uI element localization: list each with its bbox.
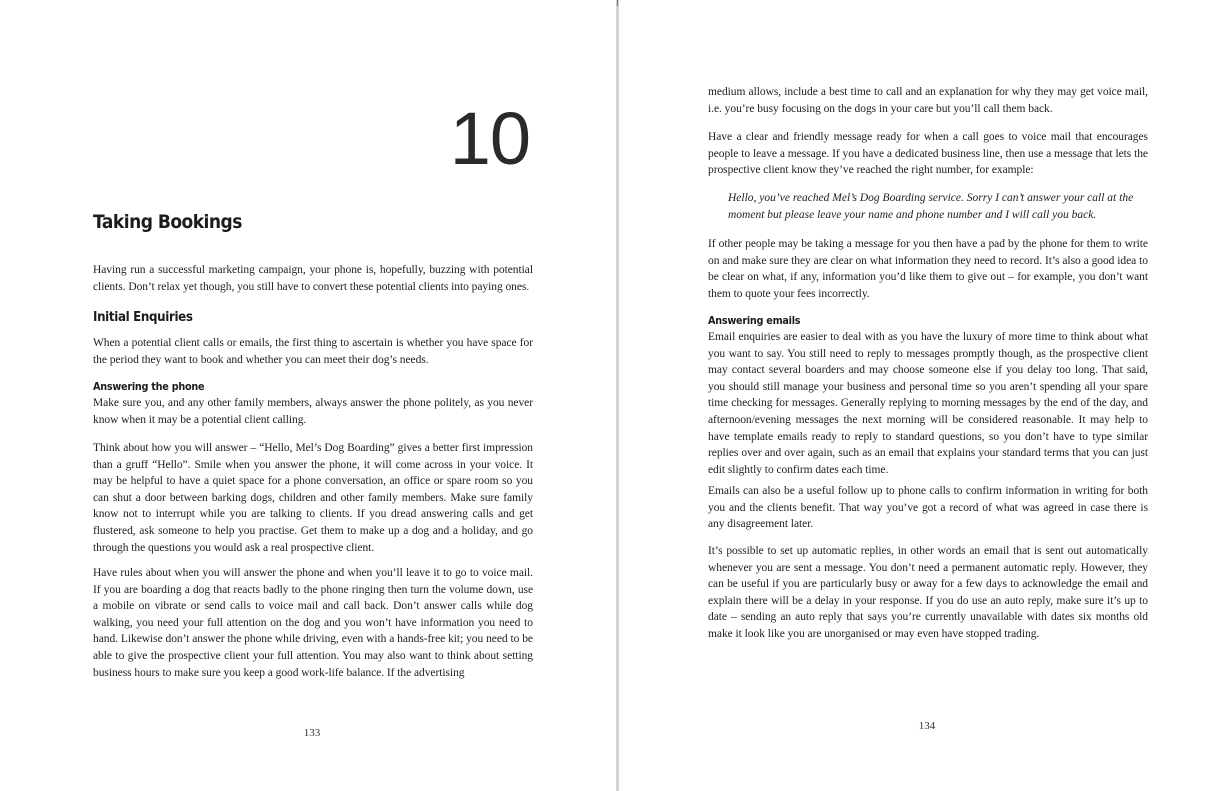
emails-paragraph-1: Email enquiries are easier to deal with as you have the luxury of more time to think about what you want to say. You still need to reply to messages promptly though, as the prospective client may contact several boarders and may choose someone else if you delay too long. That said, you should still manage your business and personal time so you aren’t spending all your spare time checking for messages. Generally replying to morning messages by the end of the day, and afternoon/evening messages the next morning will be considered reasonable. It may help to have template emails ready to reply to standard questions, so you don’t have to type similar replies over and over again, such as an email that explains your standard terms that you can just edit slightly to confirm dates each time. — [708, 331, 1148, 476]
message-taking-paragraph: If other people may be taking a message for you then have a pad by the phone for them to write on and make sure they are clear on what information they need to record. It’s also a good idea to be clear on what, if any, information you’d like them to give out – for example, you don’t want them to quote your fees incorrectly. — [708, 238, 1148, 300]
phone-paragraph-2: Think about how you will answer – “Hello, Mel’s Dog Boarding” gives a better first impression than a gruff “Hello”. Smile when you answer the phone, it will come across in your voice. It may be helpful to have a quiet space for a phone conversation, an office or spare room so you can shut a door between barking dogs, children and other family members. Make sure family know not to interrupt while you are talking to clients. If you dread answering calls and get flustered, ask someone to help you practise. Get them to make up a dog and a holiday, and go through the questions you would ask a real prospective client. — [93, 442, 533, 554]
continued-paragraph: medium allows, include a best time to call and an explanation for why they may get voice mail, i.e. you’re busy focusing on the dogs in your care but you’ll call them back. — [708, 86, 1148, 115]
page-number-left: 133 — [303, 727, 321, 739]
right-page — [619, 0, 1229, 791]
chapter-title: Taking Bookings — [93, 211, 242, 233]
subheading-answering-emails: Answering emails — [708, 314, 801, 327]
subheading-answering-phone: Answering the phone — [93, 380, 205, 393]
section-heading: Initial Enquiries — [93, 309, 193, 325]
phone-paragraph-3: Have rules about when you will answer the phone and when you’ll leave it to go to voice mail. If you are boarding a dog that reacts badly to the phone ringing then turn the volume down, use a mobile on vibrate or send calls to voice mail and call back. Don’t answer calls while dog walking, you need your full attention on the dog and you won’t have information you need to hand. Likewise don’t answer the phone while driving, even with a hands-free kit; you need to be able to give the prospective client your full attention. You may also want to think about setting business hours to make sure you keep a good work-life balance. If the advertising — [93, 567, 533, 679]
voicemail-paragraph: Have a clear and friendly message ready for when a call goes to voice mail that encourages people to leave a message. If you have a dedicated business line, then use a message that lets the prospective client know they’ve reached the right number, for example: — [708, 131, 1148, 177]
gutter-notch — [617, 0, 618, 6]
voicemail-quote: Hello, you’ve reached Mel’s Dog Boarding service. Sorry I can’t answer your call at the moment but please leave your name and phone number and I will call you back. — [728, 192, 1134, 221]
page-number-right: 134 — [918, 720, 936, 732]
emails-paragraph-3: It’s possible to set up automatic replies, in other words an email that is sent out automatically whenever you are sent a message. You don’t need a permanent automatic reply. However, they can be useful if you are particularly busy or away for a few days to acknowledge the email and explain there will be a delay in your response. If you do use an auto reply, make sure it’s up to date – sending an auto reply that says you’re currently unavailable with dates six months old make it look like you are unorganised or may even have stopped trading. — [708, 545, 1148, 640]
chapter-number: 10 — [449, 97, 530, 180]
emails-paragraph-2: Emails can also be a useful follow up to phone calls to confirm information in writing for both you and the clients benefit. That way you’ve got a record of what was agreed in case there is any disagreement later. — [708, 485, 1148, 531]
section-paragraph: When a potential client calls or emails, the first thing to ascertain is whether you have space for the period they want to book and whether you can meet their dog’s needs. — [93, 337, 533, 366]
phone-paragraph-1: Make sure you, and any other family members, always answer the phone politely, as you never know when it may be a potential client calling. — [93, 397, 533, 426]
intro-paragraph: Having run a successful marketing campaign, your phone is, hopefully, buzzing with potential clients. Don’t relax yet though, you still have to convert these potential clients into paying ones. — [93, 264, 533, 293]
